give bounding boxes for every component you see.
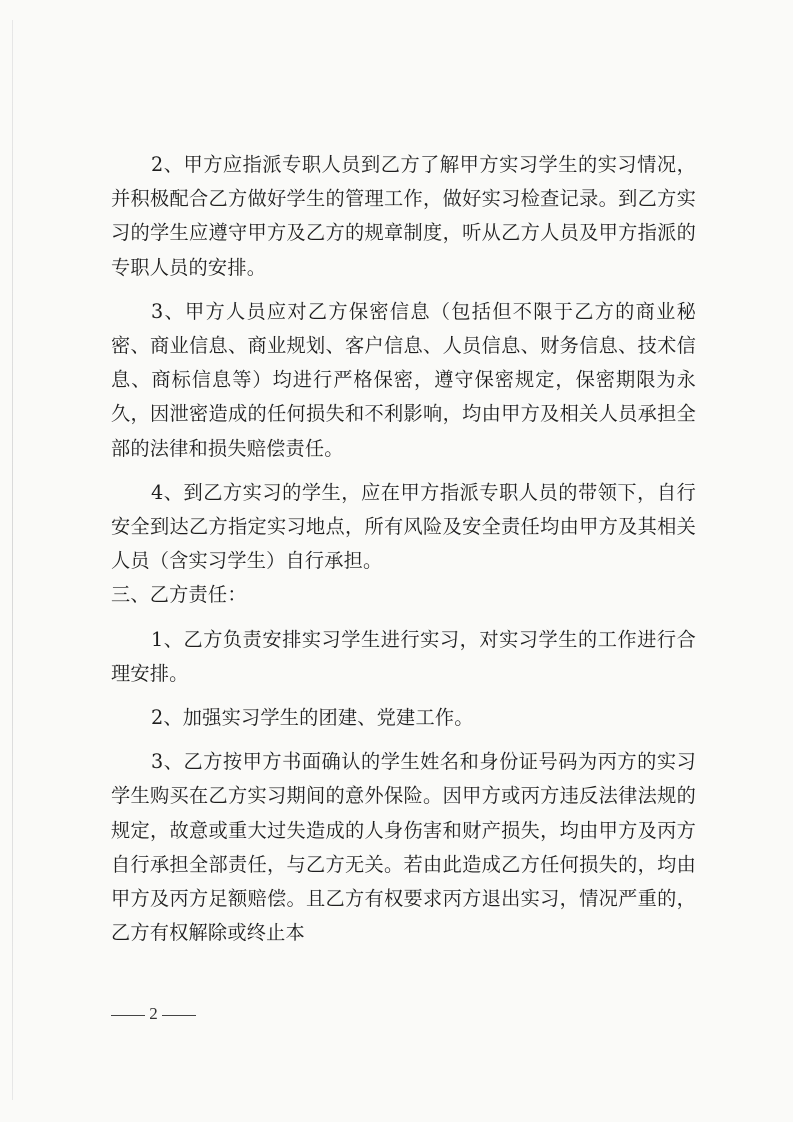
footer-dash-right <box>162 1015 196 1016</box>
section-heading-party-b: 三、乙方责任： <box>111 583 247 607</box>
paragraph-b2: 2、加强实习学生的团建、党建工作。 <box>151 706 474 730</box>
paragraph-3: 3、甲方人员应对乙方保密信息（包括但不限于乙方的商业秘密、商业信息、商业规划、客户信息、人员信息、财务信息、技术信息、商标信息等）均进行严格保密，遵守保密规定，保密期限为永久，因泄密造成的任何损失和不利影响，均由甲方及相关人员承担全部的法律和损失赔偿责任。 <box>111 299 696 460</box>
footer-dash-left <box>111 1015 145 1016</box>
paragraph-4: 4、到乙方实习的学生，应在甲方指派专职人员的带领下，自行安全到达乙方指定实习地点，所有风险及安全责任均由甲方及其相关人员（含实习学生）自行承担。 <box>111 480 696 573</box>
scan-edge-line <box>12 20 13 1100</box>
page-footer <box>111 1004 196 1024</box>
document-body <box>111 148 696 950</box>
paragraph-b3: 3、乙方按甲方书面确认的学生姓名和身份证号码为丙方的实习学生购买在乙方实习期间的意外保险。因甲方或丙方违反法律法规的规定，故意或重大过失造成的人身伤害和财产损失，均由甲方及丙方自行承担全部责任，与乙方无关。若由此造成乙方任何损失的，均由甲方及丙方足额赔偿。且乙方有权要求丙方退出实习，情况严重的，乙方有权解除或终止本 <box>111 750 696 945</box>
page-number: 2 <box>149 1004 158 1023</box>
paragraph-b1: 1、乙方负责安排实习学生进行实习，对实习学生的工作进行合理安排。 <box>111 627 696 685</box>
paragraph-2: 2、甲方应指派专职人员到乙方了解甲方实习学生的实习情况，并积极配合乙方做好学生的管理工作，做好实习检查记录。到乙方实习的学生应遵守甲方及乙方的规章制度，听从乙方人员及甲方指派的专职人员的安排。 <box>111 153 696 279</box>
